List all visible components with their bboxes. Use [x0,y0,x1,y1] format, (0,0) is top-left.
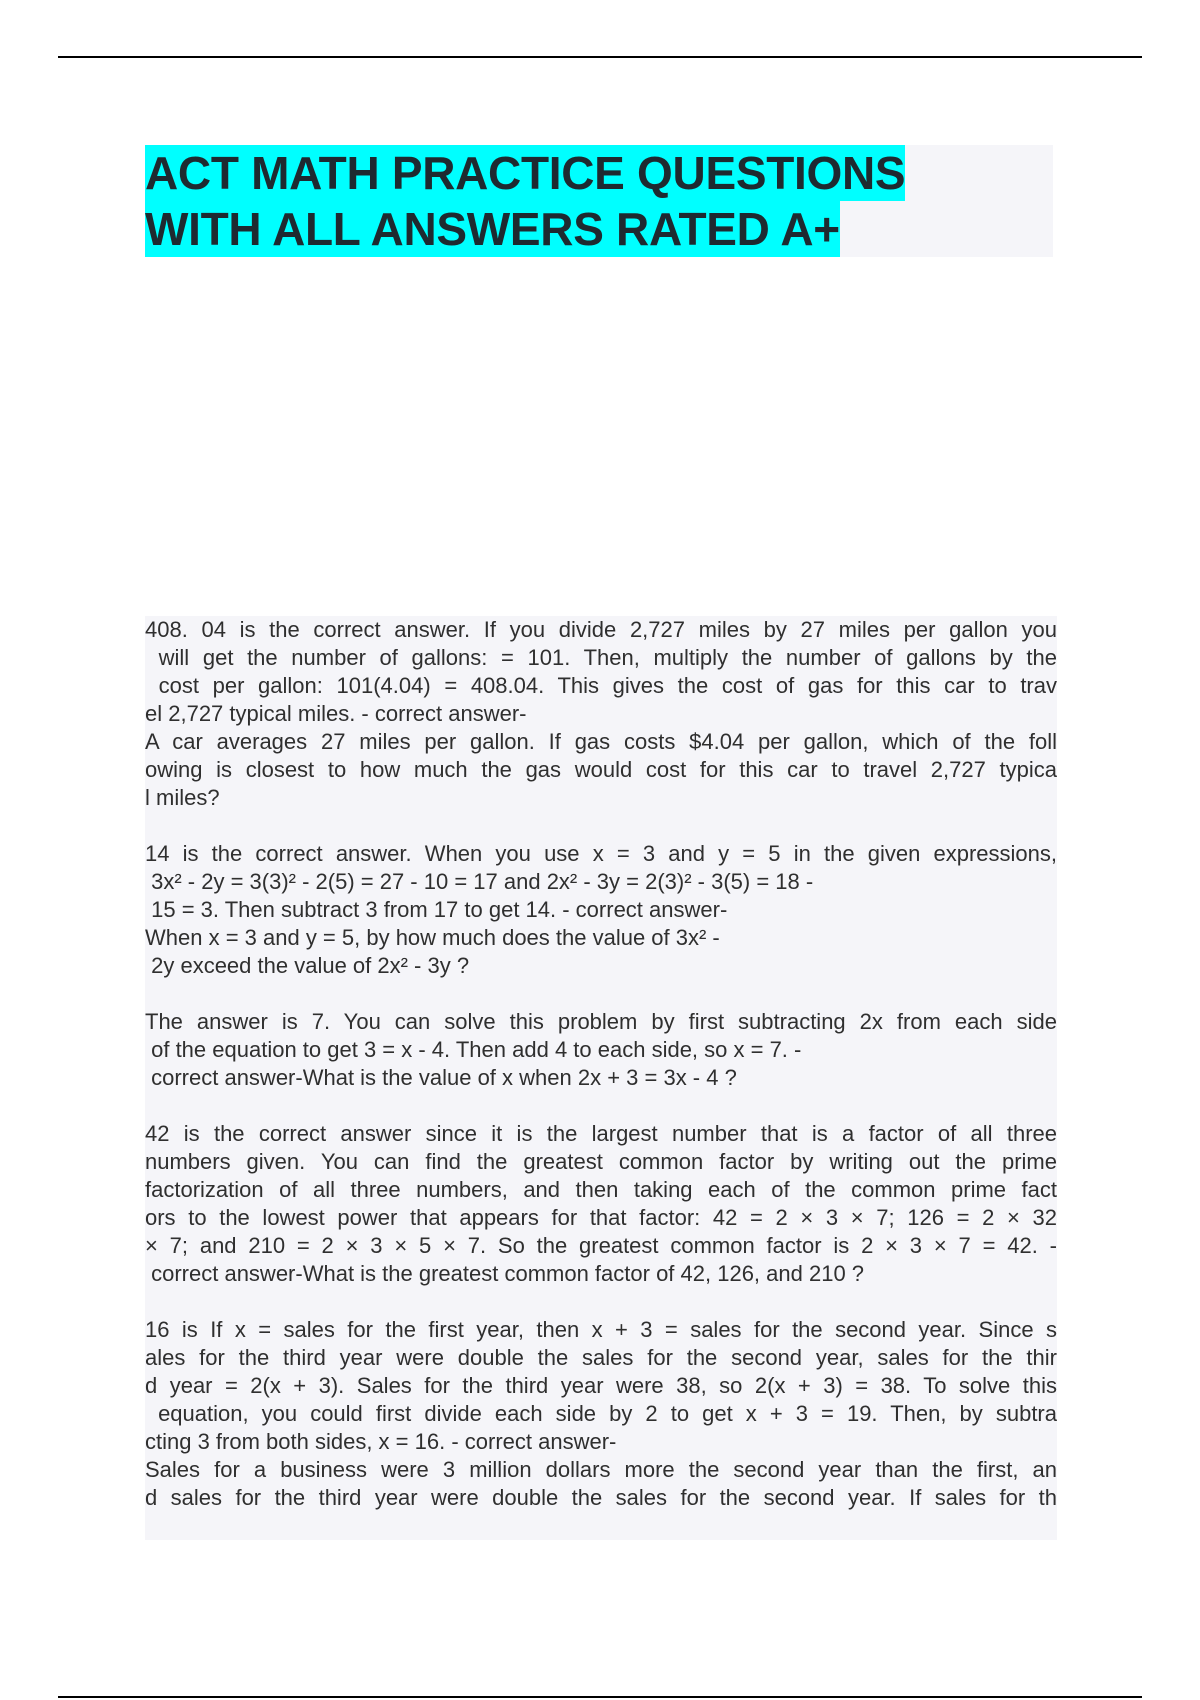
text-line: cost per gallon: 101(4.04) = 408.04. This gives the cost of gas for this car to trav [145,673,1057,698]
text-line: ors to the lowest power that appears for that factor: 42 = 2 × 3 × 7; 126 = 2 × 32 [145,1205,1057,1230]
text-line: A car averages 27 miles per gallon. If gas costs $4.04 per gallon, which of the foll [145,729,1057,754]
text-line: d year = 2(x + 3). Sales for the third year were 38, so 2(x + 3) = 38. To solve this [145,1373,1057,1398]
text-line: owing is closest to how much the gas would cost for this car to travel 2,727 typica [145,757,1057,782]
text-line: correct answer-What is the greatest common factor of 42, 126, and 210 ? [145,1261,865,1286]
title-line-2: WITH ALL ANSWERS RATED A+ [145,203,840,255]
text-line: 3x² - 2y = 3(3)² - 2(5) = 27 - 10 = 17 and 2x² - 3y = 2(3)² - 3(5) = 18 - [145,869,814,894]
text-line: el 2,727 typical miles. - correct answer- [145,701,527,726]
qa-entry-1 [145,616,1057,812]
title-line-1: ACT MATH PRACTICE QUESTIONS [145,147,906,199]
text-line: 14 is the correct answer. When you use x = 3 and y = 5 in the given expressions, [145,841,1057,866]
text-line: will get the number of gallons: = 101. Then, multiply the number of gallons by the [145,645,1057,670]
bottom-rule [58,1696,1142,1698]
text-line: 16 is If x = sales for the first year, then x + 3 = sales for the second year. Since s [145,1317,1057,1342]
text-line: ales for the third year were double the sales for the second year, sales for the thir [145,1345,1057,1370]
text-line: The answer is 7. You can solve this problem by first subtracting 2x from each side [145,1009,1057,1034]
text-line: cting 3 from both sides, x = 16. - correct answer- [145,1429,617,1454]
text-line: correct answer-What is the value of x when 2x + 3 = 3x - 4 ? [145,1065,737,1090]
qa-entry-3 [145,1008,1057,1092]
qa-entry-2 [145,840,1057,980]
text-line: When x = 3 and y = 5, by how much does the value of 3x² - [145,925,720,950]
text-line: 2y exceed the value of 2x² - 3y ? [145,953,470,978]
text-line: 15 = 3. Then subtract 3 from 17 to get 14. - correct answer- [145,897,728,922]
text-line: equation, you could first divide each side by 2 to get x + 3 = 19. Then, by subtra [145,1401,1057,1426]
text-line: l miles? [145,785,220,810]
text-line: Sales for a business were 3 million dollars more the second year than the first, an [145,1457,1057,1482]
text-line: numbers given. You can find the greatest common factor by writing out the prime [145,1149,1057,1174]
text-line: 42 is the correct answer since it is the largest number that is a factor of all three [145,1121,1057,1146]
qa-entry-4 [145,1120,1057,1288]
text-line: of the equation to get 3 = x - 4. Then add 4 to each side, so x = 7. - [145,1037,802,1062]
document-body [145,616,1057,1540]
top-rule [58,56,1142,58]
text-line: 408. 04 is the correct answer. If you divide 2,727 miles by 27 miles per gallon you [145,617,1057,642]
qa-entry-5 [145,1316,1057,1512]
text-line: d sales for the third year were double the sales for the second year. If sales for th [145,1485,1057,1510]
text-line: × 7; and 210 = 2 × 3 × 5 × 7. So the greatest common factor is 2 × 3 × 7 = 42. - [145,1233,1057,1258]
document-title [145,145,1053,257]
text-line: factorization of all three numbers, and then taking each of the common prime fact [145,1177,1057,1202]
